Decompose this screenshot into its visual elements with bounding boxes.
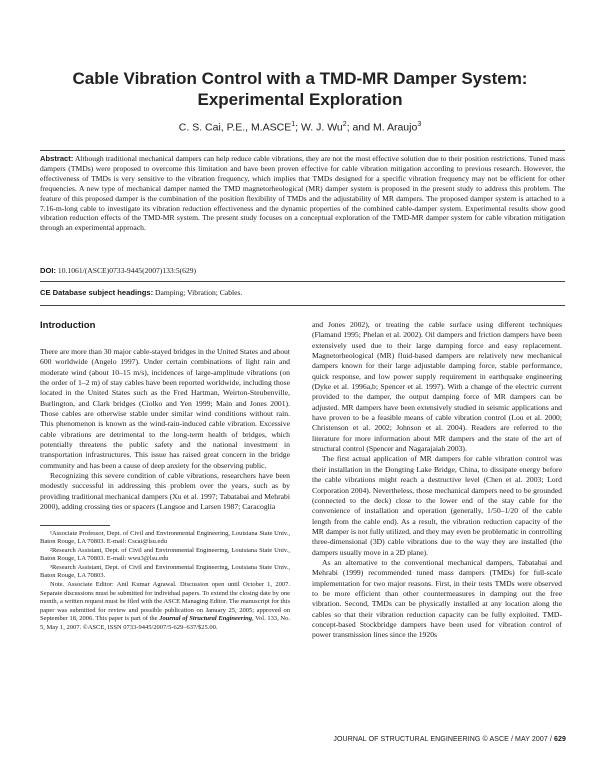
doi-link[interactable]: 10.1061/(ASCE)0733-9445(2007)133:5(629) — [56, 266, 197, 275]
editorial-note-text: Note. Associate Editor: Anil Kumar Agrawal. Discussion open until October 1, 2007. Separate discussions must be submitted for individual papers. To extend the closing date by one month, a written request must be filed with the ASCE Managing Editor. The manuscript for this paper was submitted for review and possible publication on January 25, 2005; approved on September 18, 2006. This paper is part of the — [40, 581, 290, 623]
left-column — [40, 320, 290, 633]
footnote-rule — [40, 525, 110, 526]
author-list — [20, 121, 580, 134]
subject-headings — [40, 288, 565, 297]
author-2: ; W. J. Wu — [295, 121, 343, 134]
author-3-affiliation-mark: 3 — [417, 121, 422, 128]
doi-label: DOI: — [40, 266, 57, 275]
footnotes — [40, 530, 290, 633]
author-2-affiliation-mark: 2 — [342, 121, 347, 128]
abstract-top-rule — [40, 150, 565, 151]
doi-line — [40, 266, 565, 275]
author-3: ; and M. Araujo — [346, 121, 418, 134]
editorial-note-end: , Vol. 133, No. 5, May 1, 2007. ©ASCE, ISSN 0733-9445/2007/5-629–637/$25.00. — [40, 615, 290, 632]
footnote-2: ²Research Assistant, Dept. of Civil and Environmental Engineering, Louisiana State Univ., Baton Rouge, LA 70803. E-mail: wwu3@lsu.edu — [40, 546, 290, 563]
abstract — [40, 154, 565, 233]
subject-top-rule — [40, 281, 565, 282]
right-column — [312, 320, 562, 641]
paper-title — [20, 68, 580, 110]
page-number: 629 — [554, 736, 566, 743]
subject-headings-text: Damping; Vibration; Cables. — [153, 288, 243, 297]
subject-bottom-rule — [40, 305, 565, 306]
footnote-3: ³Research Assistant, Dept. of Civil and Environmental Engineering, Louisiana State Univ., Baton Rouge, LA 70803. — [40, 563, 290, 580]
intro-paragraph-4: As an alternative to the conventional mechanical dampers, Tabatabai and Mehrabi (1999) recommended tuned mass dampers (TMDs) for full-scale implementation for two major reasons. First, in their tests TMDs were observed to be more efficient than other countermeasures in damping out the free vibration. Second, TMDs can be physically installed at any location along the cables so that their vibration reduction capacity can be fully exploited. TMD-concept-based Stockbridge dampers have been used for vibration control of power transmission lines since the 1920s — [312, 557, 562, 640]
abstract-text: Although traditional mechanical dampers can help reduce cable vibrations, they are not the most effective solution due to their position restrictions. Tuned mass dampers (TMDs) were proposed to overcome this limitation and have been proven effective for cable vibration mitigation according to previous research. However, the effectiveness of TMDs is very sensitive to the vibration frequency, which implies that TMDs designed for a specific vibration frequency may not be efficient for other frequencies. A new type of mechanical damper named the TMD magnetorheological (MR) damper system is proposed in the present study to address this problem. The feature of this proposed damper is the combination of the position flexibility of TMDs and the adjustability of MR dampers. The proposed damper system is attached to a 7.16-m-long cable to investigate its vibration reduction effectiveness and the dynamic properties of the combined cable-damper system. Experimental results show good vibration reduction effects of the TMD-MR system. The present study focuses on a conceptual exploration of the TMD-MR damper system for cable vibration mitigation through an experimental approach. — [40, 154, 565, 233]
intro-paragraph-1: There are more than 30 major cable-stayed bridges in the United States and about 600 worldwide (Angelo 1997). Under certain combinations of light rain and moderate wind (about 10–15 m/s), incidences of large-amplitude vibrations (on the order of 1–2 m) of stay cables have been reported worldwide, including those located in the United States such as the Fred Hartman, Weirton-Steubenville, Burlington, and Clark bridges (Ciolko and Yen 1999; Main and Jones 2001). Those cables are otherwise stable under similar wind conditions without rain. This phenomenon is known as the wind-rain-induced cable vibration. Excessive cable vibrations are detrimental to the long-term health of bridges, which potentially threatens the public safety and the national investment in transportation infrastructures. This issue has raised great concern in the bridge community and has been a cause of deep anxiety for the observing public. — [40, 347, 290, 470]
editorial-note — [40, 581, 290, 633]
abstract-label: Abstract: — [40, 154, 74, 163]
title-line-2: Experimental Exploration — [197, 90, 403, 109]
footer-journal: JOURNAL OF STRUCTURAL ENGINEERING © ASCE / MAY 2007 / — [333, 736, 555, 743]
author-1: C. S. Cai, P.E., M.ASCE — [178, 121, 292, 134]
journal-name: Journal of Structural Engineering — [159, 615, 252, 623]
title-line-1: Cable Vibration Control with a TMD-MR Damper System: — [72, 69, 528, 88]
intro-paragraph-continued: and Jones 2002), or treating the cable surface using different techniques (Flamand 1995; Phelan et al. 2002). Oil dampers and friction dampers have been extensively used due to their large damping force and easy replacement. Magnetorheological (MR) fluid-based dampers are relatively new mechanical dampers known for their large adjustable damping force, stable performance, quick response, and low power supply requirement in earthquake engineering (Dyke et al. 1996a,b; Spencer et al. 1997). With a change of the electric current provided to the damper, the output damping force of MR dampers can be adjusted. MR dampers have been extensively studied in seismic applications and have proven to be a feasible means of cable vibration control (Lou et al. 2000; Christenson et al. 2002; Johnson et al. 2004). Readers are referred to the literature for more information about MR dampers and the state of the art of structural control (Spencer and Nagarajaiah 2003). — [312, 320, 562, 454]
page-footer — [333, 736, 566, 743]
intro-paragraph-2: Recognizing this severe condition of cable vibrations, researchers have been modestly successful in addressing this problem over the years, such as by providing traditional mechanical dampers (Xu et al. 1997; Tabatabai and Mehrabi 2000), adding crossing ties or spacers (Langsoe and Larsen 1987; Caracoglia — [40, 471, 290, 512]
introduction-heading: Introduction — [40, 320, 96, 331]
footnote-1: ¹Associate Professor, Dept. of Civil and Environmental Engineering, Louisiana State Univ., Baton Rouge, LA 70803. E-mail: Cscai@lsu.edu — [40, 529, 290, 546]
intro-paragraph-3: The first actual application of MR dampers for cable vibration control was their installation in the Dongting Lake Bridge, China, to dissipate energy before the cable vibrations might reach a destructive level (Chen et al. 2003; Lord Corporation 2004). Nevertheless, those mechanical dampers need to be grounded (connected to the deck) close to the lower end of the stay cable for the convenience of installation and operation (generally, 1/50–1/20 of the cable length from the cable end). As a result, the vibration reduction capacity of the MR damper is not fully utilized, and they may even be problematic in controlling three-dimensional (3D) cable vibrations due to the way they are installed (the dampers usually move in a 2D plane). — [312, 454, 562, 557]
author-1-affiliation-mark: 1 — [291, 121, 296, 128]
subject-headings-label: CE Database subject headings: — [40, 288, 154, 297]
